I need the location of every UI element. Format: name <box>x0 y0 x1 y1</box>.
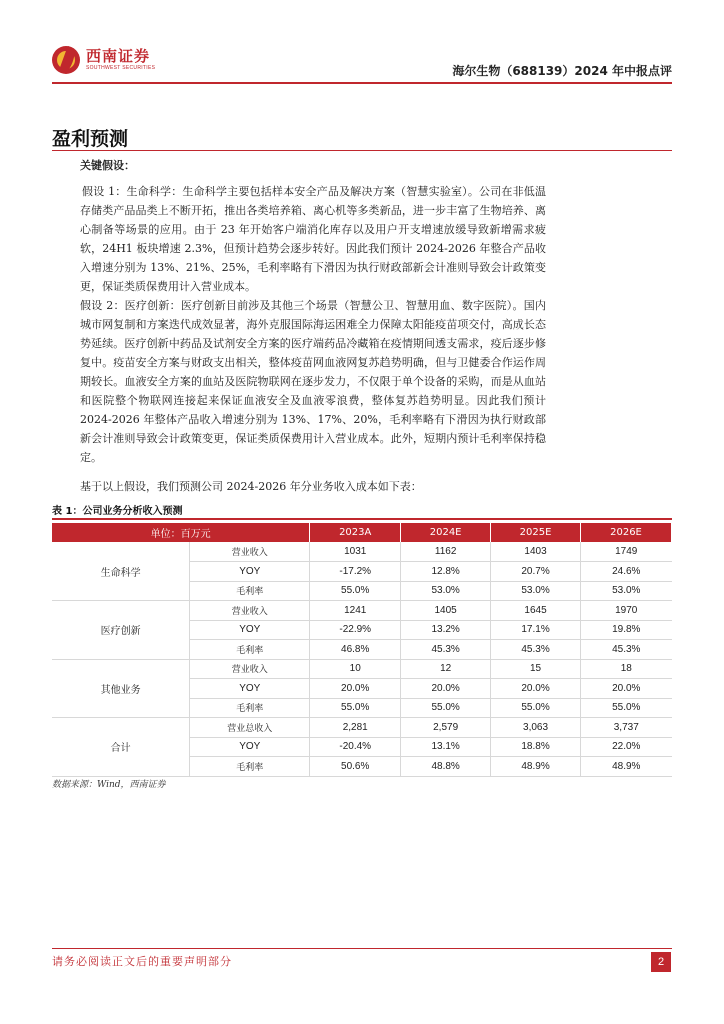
table-cell: 1645 <box>491 601 581 621</box>
header-divider <box>52 82 672 84</box>
table-cell: 18.8% <box>491 737 581 757</box>
table-row <box>52 659 672 679</box>
table-cell: 53.0% <box>581 581 672 601</box>
header-2024e: 2024E <box>401 523 491 542</box>
company-logo <box>52 44 155 76</box>
report-title: 海尔生物（688139）2024 年中报点评 <box>452 64 672 78</box>
data-source-note: 数据来源：Wind，西南证券 <box>52 780 166 790</box>
page-header <box>52 42 672 84</box>
table-cell: 20.7% <box>491 562 581 582</box>
table-cell: -22.9% <box>310 620 401 640</box>
table-cell: 24.6% <box>581 562 672 582</box>
metric-label: 毛利率 <box>190 757 310 777</box>
table-cell: 1031 <box>310 542 401 562</box>
segment-other-business: 其他业务 <box>52 659 190 718</box>
table-cell: 12 <box>401 659 491 679</box>
table-cell: -20.4% <box>310 737 401 757</box>
table-cell: 55.0% <box>491 698 581 718</box>
metric-label: 营业收入 <box>190 542 310 562</box>
table-cell: 3,063 <box>491 718 581 738</box>
footer-divider <box>52 948 672 949</box>
segment-life-science: 生命科学 <box>52 542 190 601</box>
table-cell: 53.0% <box>401 581 491 601</box>
table-cell: 19.8% <box>581 620 672 640</box>
metric-label: 营业收入 <box>190 601 310 621</box>
table-cell: 50.6% <box>310 757 401 777</box>
header-unit: 单位：百万元 <box>52 523 310 542</box>
page-number: 2 <box>651 952 671 972</box>
table-cell: 15 <box>491 659 581 679</box>
segment-medical-innovation: 医疗创新 <box>52 601 190 660</box>
table-cell: 2,281 <box>310 718 401 738</box>
table-cell: -17.2% <box>310 562 401 582</box>
metric-label: YOY <box>190 679 310 699</box>
table-top-rule <box>52 518 672 520</box>
table-cell: 18 <box>581 659 672 679</box>
table-row <box>52 718 672 738</box>
table-cell: 20.0% <box>581 679 672 699</box>
section-divider <box>52 150 672 151</box>
metric-label: 毛利率 <box>190 640 310 660</box>
metric-label: 营业收入 <box>190 659 310 679</box>
table-cell: 2,579 <box>401 718 491 738</box>
table-cell: 53.0% <box>491 581 581 601</box>
assumption-1-paragraph: 假设 1：生命科学：生命科学主要包括样本安全产品及解决方案（智慧实验室）。公司在非低温存储类产品品类上不断开拓，推出各类培养箱、离心机等多类新品，进一步丰富了生物培养、离心制备等场景的应用。由于 23 年开始客户端消化库存以及用户开支增速放缓导致新增需求疲软，24H1 板块增速 2.3%，但预计趋势会逐步转好。因此我们预计 2024-2026 年整合产品收入增速分别为 13%、21%、25%，毛利率略有下滑因为执行财政部新会计准则导致会计政策变更，保证类质保费用计入营业成本。 <box>80 185 546 293</box>
table-cell: 55.0% <box>581 698 672 718</box>
segment-total: 合计 <box>52 718 190 777</box>
logo-chinese-name: 西南证券 <box>86 47 151 65</box>
table-cell: 1970 <box>581 601 672 621</box>
metric-label: YOY <box>190 562 310 582</box>
table-cell: 1162 <box>401 542 491 562</box>
table-cell: 17.1% <box>491 620 581 640</box>
table-caption: 表 1：公司业务分析收入预测 <box>52 506 183 517</box>
table-cell: 1403 <box>491 542 581 562</box>
logo-english-name: SOUTHWEST SECURITIES <box>86 65 156 71</box>
table-header-row <box>52 523 672 542</box>
table-cell: 55.0% <box>401 698 491 718</box>
table-cell: 20.0% <box>401 679 491 699</box>
metric-label: YOY <box>190 737 310 757</box>
table-row <box>52 542 672 562</box>
metric-label: YOY <box>190 620 310 640</box>
key-assumptions-label: 关键假设： <box>80 159 135 172</box>
table-cell: 20.0% <box>310 679 401 699</box>
metric-label: 毛利率 <box>190 698 310 718</box>
disclaimer-note: 请务必阅读正文后的重要声明部分 <box>52 955 232 968</box>
section-title: 盈利预测 <box>52 128 129 150</box>
table-cell: 48.9% <box>581 757 672 777</box>
table-cell: 10 <box>310 659 401 679</box>
header-2026e: 2026E <box>581 523 672 542</box>
table-cell: 46.8% <box>310 640 401 660</box>
header-2025e: 2025E <box>491 523 581 542</box>
table-cell: 55.0% <box>310 581 401 601</box>
table-row <box>52 601 672 621</box>
logo-icon <box>52 46 80 74</box>
table-cell: 13.2% <box>401 620 491 640</box>
metric-label: 营业总收入 <box>190 718 310 738</box>
table-cell: 1749 <box>581 542 672 562</box>
table-cell: 48.9% <box>491 757 581 777</box>
assumption-2-paragraph: 假设 2：医疗创新：医疗创新目前涉及其他三个场景（智慧公卫、智慧用血、数字医院）。国内城市网复制和方案迭代成效显著，海外克服国际海运困难全力保障太阳能疫苗项交付，高成长态势延续。医疗创新中药品及试剂安全方案的医疗端药品冷藏箱在疫情期间透支需求，疫后逐步修复中。疫苗安全方案与财政支出相关，整体疫苗网血液网复苏趋势明确，但与卫健委合作运作周期较长。血液安全方案的血站及医院物联网在逐步发力，不仅限于单个设备的采购，而是从血站和医院整个物联网连接起来保证血液安全及血液零浪费，整体复苏趋势明显。因此我们预计 2024-2026 年整体产品收入增速分别为 13%、17%、20%，毛利率略有下滑因为执行财政部新会计准则导致会计政策变更，保证类质保费用计入营业成本。此外，短期内预计毛利率保持稳定。 <box>80 299 546 464</box>
table-cell: 13.1% <box>401 737 491 757</box>
table-cell: 22.0% <box>581 737 672 757</box>
table-cell: 48.8% <box>401 757 491 777</box>
table-cell: 12.8% <box>401 562 491 582</box>
revenue-forecast-table <box>52 523 672 777</box>
table-cell: 45.3% <box>401 640 491 660</box>
table-cell: 3,737 <box>581 718 672 738</box>
table-cell: 1405 <box>401 601 491 621</box>
table-intro-paragraph: 基于以上假设，我们预测公司 2024-2026 年分业务收入成本如下表： <box>80 480 422 493</box>
table-cell: 45.3% <box>581 640 672 660</box>
table-cell: 20.0% <box>491 679 581 699</box>
table-cell: 45.3% <box>491 640 581 660</box>
metric-label: 毛利率 <box>190 581 310 601</box>
header-2023a: 2023A <box>310 523 401 542</box>
table-cell: 1241 <box>310 601 401 621</box>
table-cell: 55.0% <box>310 698 401 718</box>
